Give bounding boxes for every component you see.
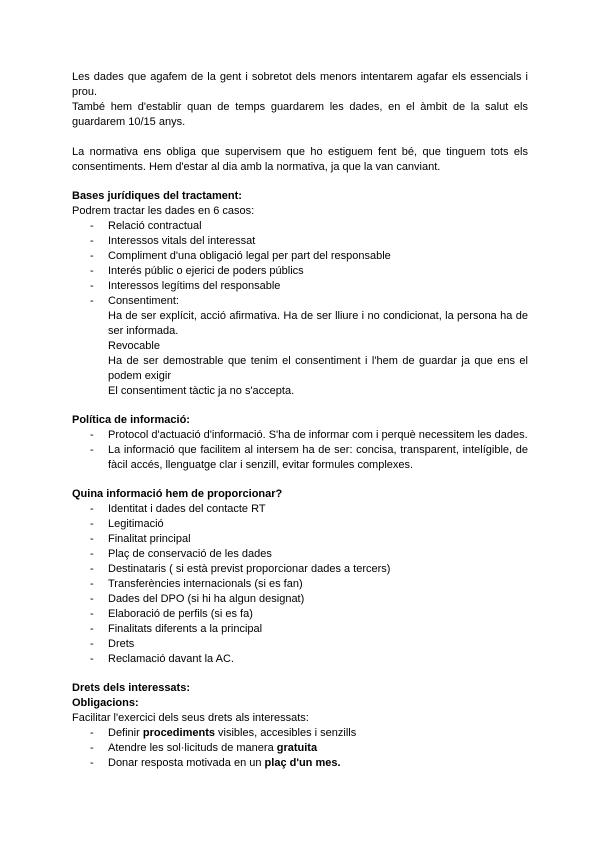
consent-detail: Ha de ser demostrable que tenim el consentiment i l'hem de guardar ja que ens el podem exigir [108,355,528,382]
consent-detail: Revocable [108,340,160,352]
politica-heading: Política de informació: [72,414,190,426]
list-item: - Elaboració de perfils (si es fa) [90,608,253,620]
drets-lead: Facilitar l'exercici dels seus drets als interessats: [72,712,309,724]
list-item: - Donar resposta motivada en un plaç d'un mes. [90,757,341,769]
document-page [72,70,528,771]
list-item: - Finalitat principal [90,533,191,545]
list-item: - Compliment d'una obligació legal per part del responsable [90,250,391,262]
list-item: - Plaç de conservació de les dades [90,548,272,560]
intro-paragraph-1: Les dades que agafem de la gent i sobretot dels menors intentarem agafar els essencials i prou. [72,71,528,98]
list-item: - Destinataris ( si està previst proporcionar dades a tercers) [90,563,391,575]
quina-list [72,502,528,667]
drets-heading: Drets dels interessats: [72,682,190,694]
list-item: - Relació contractual [90,220,202,232]
list-item: - Dades del DPO (si hi ha algun designat) [90,593,305,605]
list-item: - Consentiment: [90,295,179,307]
consent-detail: Ha de ser explícit, acció afirmativa. Ha de ser lliure i no condicionat, la persona ha de ser informada. [108,310,528,337]
drets-list [72,726,528,771]
list-item: - Transferències internacionals (si es fan) [90,578,303,590]
quina-heading: Quina informació hem de proporcionar? [72,488,283,500]
list-item: - Atendre les sol·licituds de manera gratuita [90,742,318,754]
intro-paragraph-2: També hem d'establir quan de temps guardarem les dades, en el àmbit de la salut els guardarem 10/15 anys. [72,101,528,128]
list-item: - Protocol d'actuació d'informació. S'ha de informar com i perquè necessitem les dades. [90,429,528,441]
list-item: - La informació que facilitem al intersem ha de ser: concisa, transparent, intelígible, de fàcil accés, llenguatge clar i senzill, evitar formules complexes. [90,444,528,471]
politica-list [72,428,528,473]
bases-heading: Bases jurídiques del tractament: [72,190,242,202]
obligacions-subheading: Obligacions: [72,697,139,709]
consent-detail: El consentiment tàctic ja no s'accepta. [108,385,295,397]
list-item: - Finalitats diferents a la principal [90,623,263,635]
list-item: - Reclamació davant la AC. [90,653,234,665]
list-item: - Drets [90,638,135,650]
list-item: - Interessos legítims del responsable [90,280,281,292]
list-item: - Interés públic o ejerici de poders públics [90,265,304,277]
list-item: - Identitat i dades del contacte RT [90,503,266,515]
list-item: - Interessos vitals del interessat [90,235,256,247]
list-item: - Definir procediments visibles, accesibles i senzills [90,727,357,739]
bases-list [72,219,528,309]
intro-paragraph-3: La normativa ens obliga que supervisem que ho estiguem fent bé, que tinguem tots els consentiments. Hem d'estar al dia amb la normativa, ja que la van canviant. [72,146,528,173]
bases-lead: Podrem tractar les dades en 6 casos: [72,205,255,217]
list-item: - Legitimació [90,518,164,530]
